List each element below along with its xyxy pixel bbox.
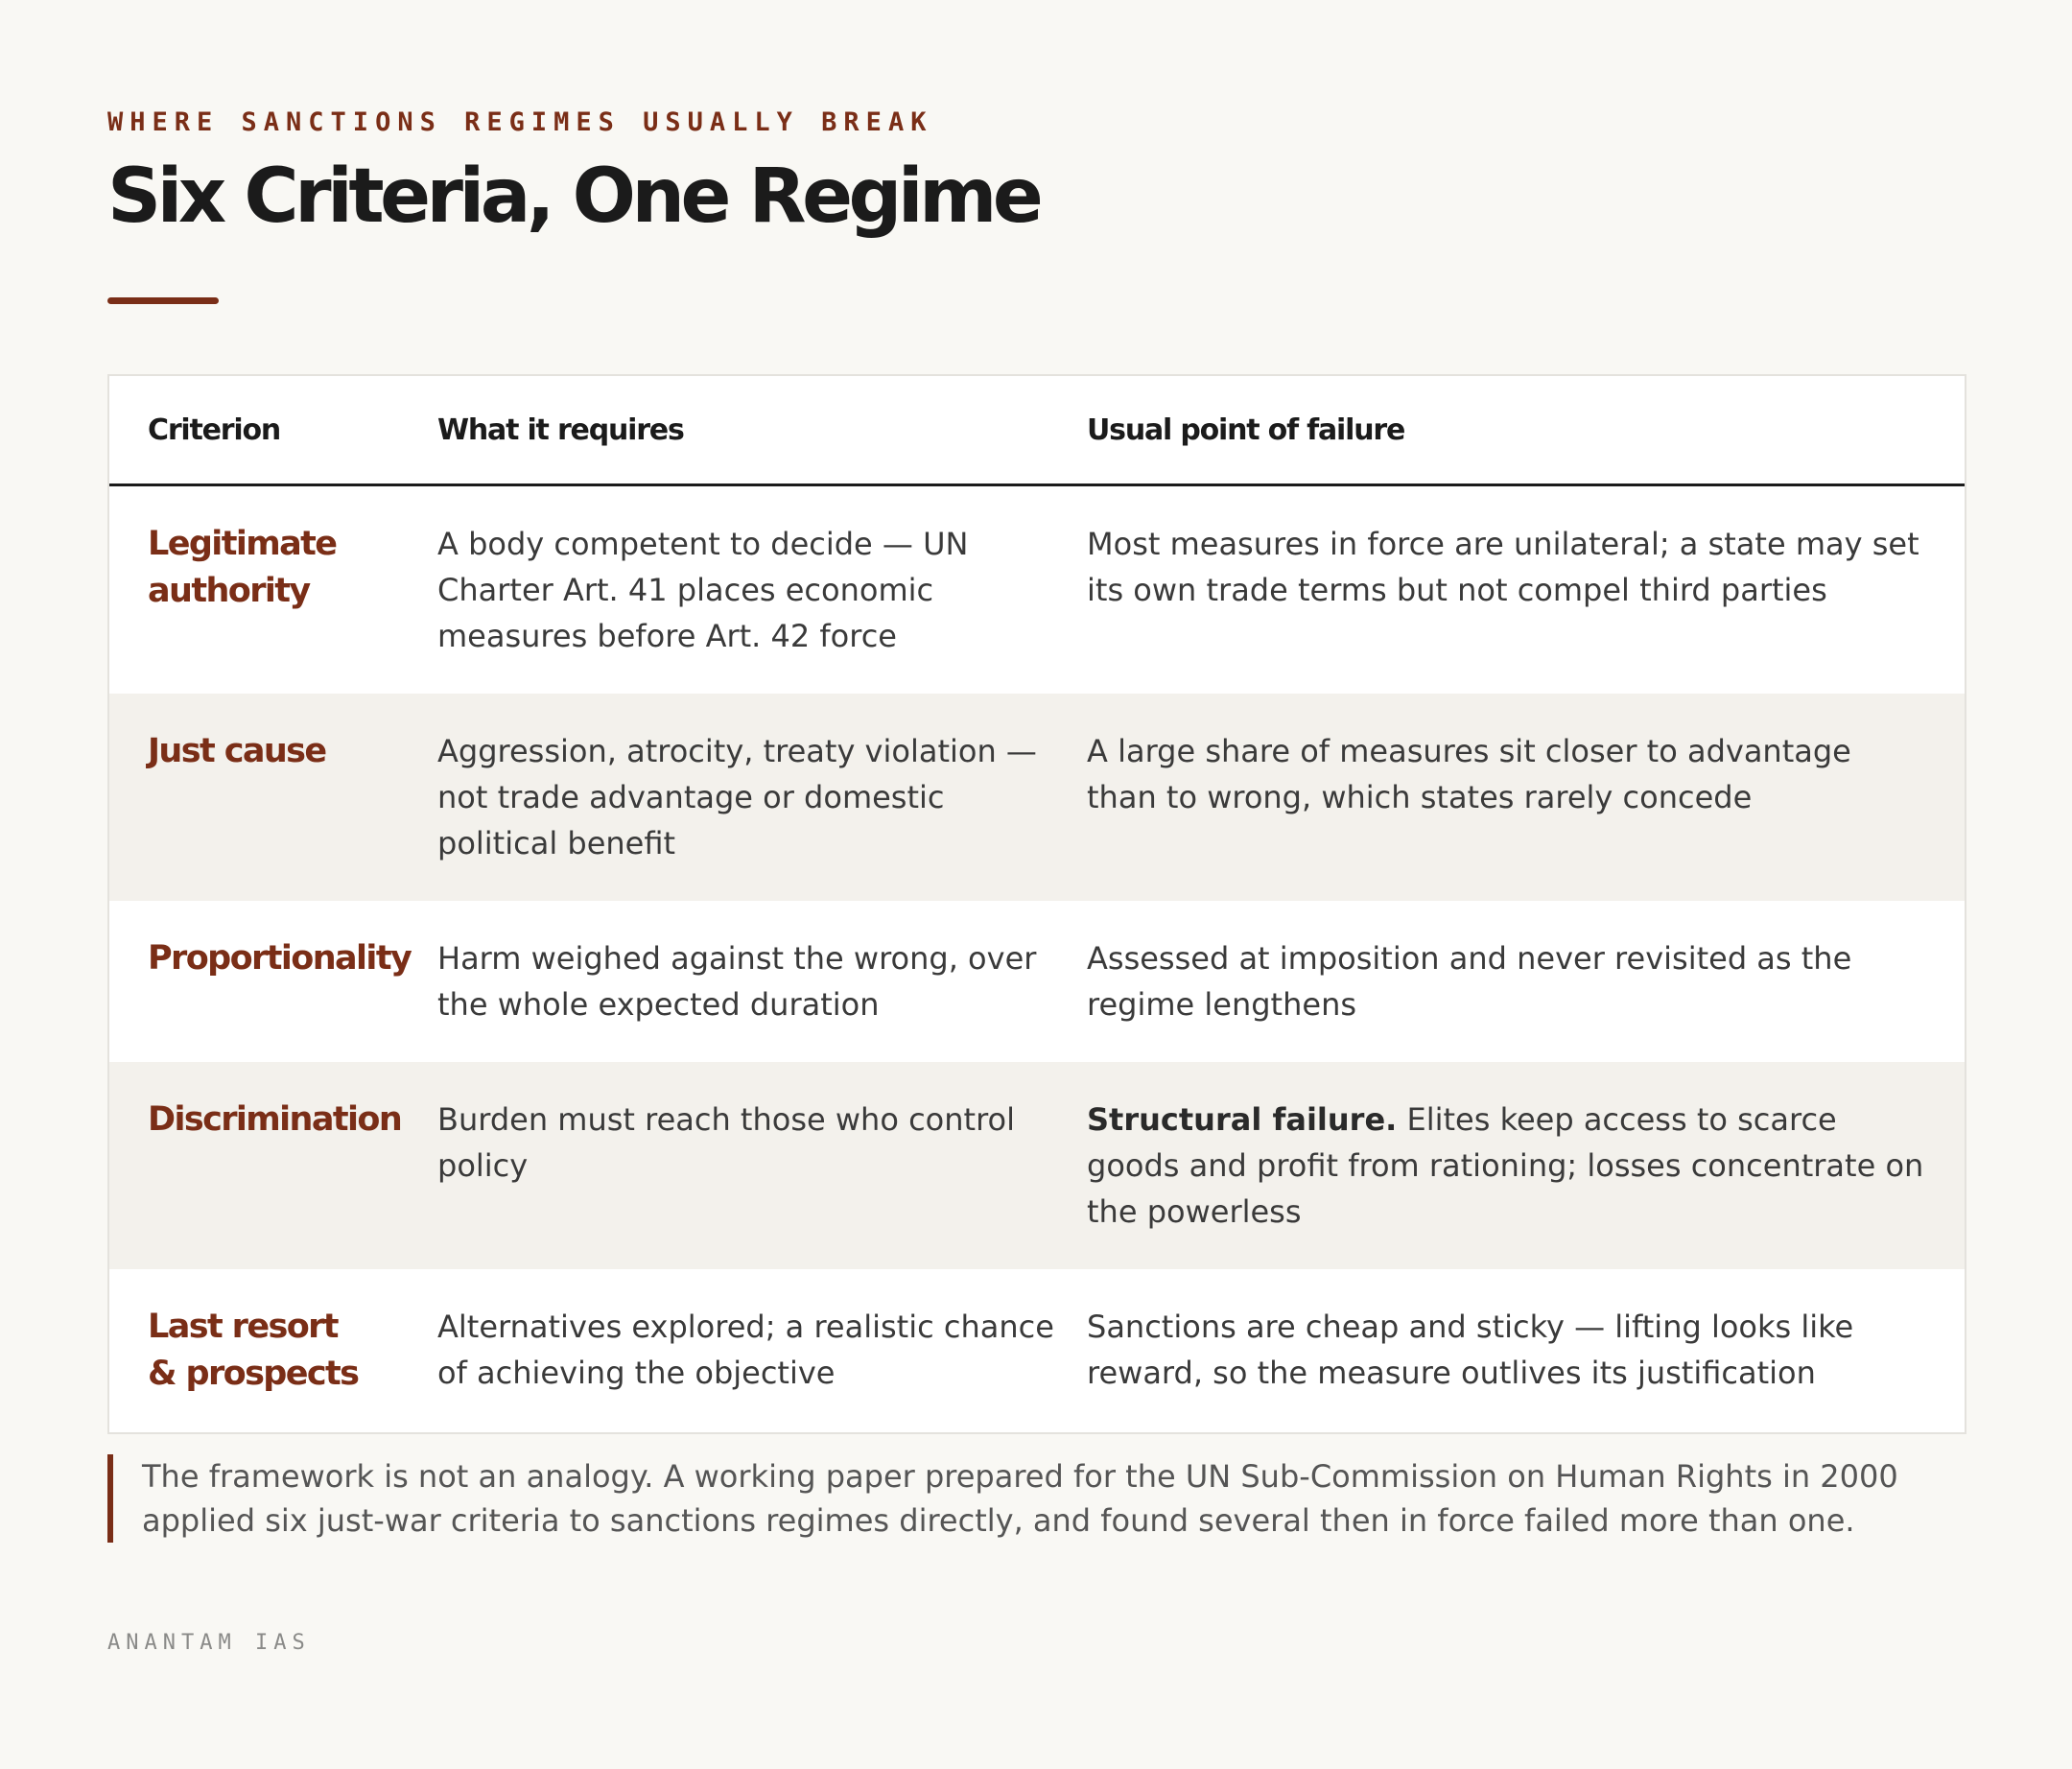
failure-text — [1087, 728, 1965, 866]
criterion-name: Legitimate authority — [148, 525, 337, 610]
pull-quote-note: The framework is not an analogy. A working paper prepared for the UN Sub-Commission on Human Rights in 2000 applied six just-war criteria to sanctions regimes directly, and found several then in force failed more than one. — [107, 1454, 1930, 1543]
failure-body: Assessed at imposition and never revisited as the regime lengthens — [1087, 940, 1852, 1023]
table-row — [109, 694, 1965, 901]
failure-body: Elites keep access to scarce goods and profit from rationing; losses concentrate on the powerless — [1087, 1101, 1924, 1230]
page-title: Six Criteria, One Regime — [107, 153, 1040, 240]
requirement-text: Alternatives explored; a realistic chance of achieving the objective — [437, 1309, 1054, 1391]
failure-body: A large share of measures sit closer to advantage than to wrong, which states rarely concede — [1087, 733, 1851, 815]
table-row — [109, 1269, 1965, 1432]
table-header-row — [109, 376, 1965, 486]
footer-brand: ANANTAM IAS — [107, 1631, 311, 1655]
criteria-table — [107, 374, 1966, 1434]
column-header-criterion: Criterion — [148, 413, 281, 447]
failure-text — [1087, 521, 1965, 659]
criterion-name: Proportionality — [148, 939, 412, 978]
failure-body: Most measures in force are unilateral; a state may set its own trade terms but not compel third parties — [1087, 526, 1919, 608]
failure-text — [1087, 935, 1965, 1027]
requirement-text: Burden must reach those who control policy — [437, 1101, 1015, 1184]
eyebrow: WHERE SANCTIONS REGIMES USUALLY BREAK — [107, 107, 933, 137]
criterion-name: Last resort & prospects — [148, 1308, 359, 1393]
requirement-text: Harm weighed against the wrong, over the whole expected duration — [437, 940, 1037, 1023]
criterion-name: Discrimination — [148, 1100, 402, 1139]
table-row — [109, 1062, 1965, 1269]
failure-body: Sanctions are cheap and sticky — lifting looks like reward, so the measure outlives its justification — [1087, 1309, 1854, 1391]
column-header-failure: Usual point of failure — [1087, 413, 1405, 447]
column-header-requires: What it requires — [437, 413, 684, 447]
failure-lead: Structural failure. — [1087, 1101, 1398, 1138]
accent-rule — [107, 297, 219, 304]
criterion-name: Just cause — [148, 732, 326, 770]
requirement-text: A body competent to decide — UN Charter Art. 41 places economic measures before Art. 42 force — [437, 526, 969, 654]
requirement-text: Aggression, atrocity, treaty violation — not trade advantage or domestic political benefit — [437, 733, 1037, 861]
failure-text — [1087, 1097, 1965, 1235]
table-row — [109, 901, 1965, 1062]
failure-text — [1087, 1304, 1965, 1398]
table-row — [109, 486, 1965, 694]
